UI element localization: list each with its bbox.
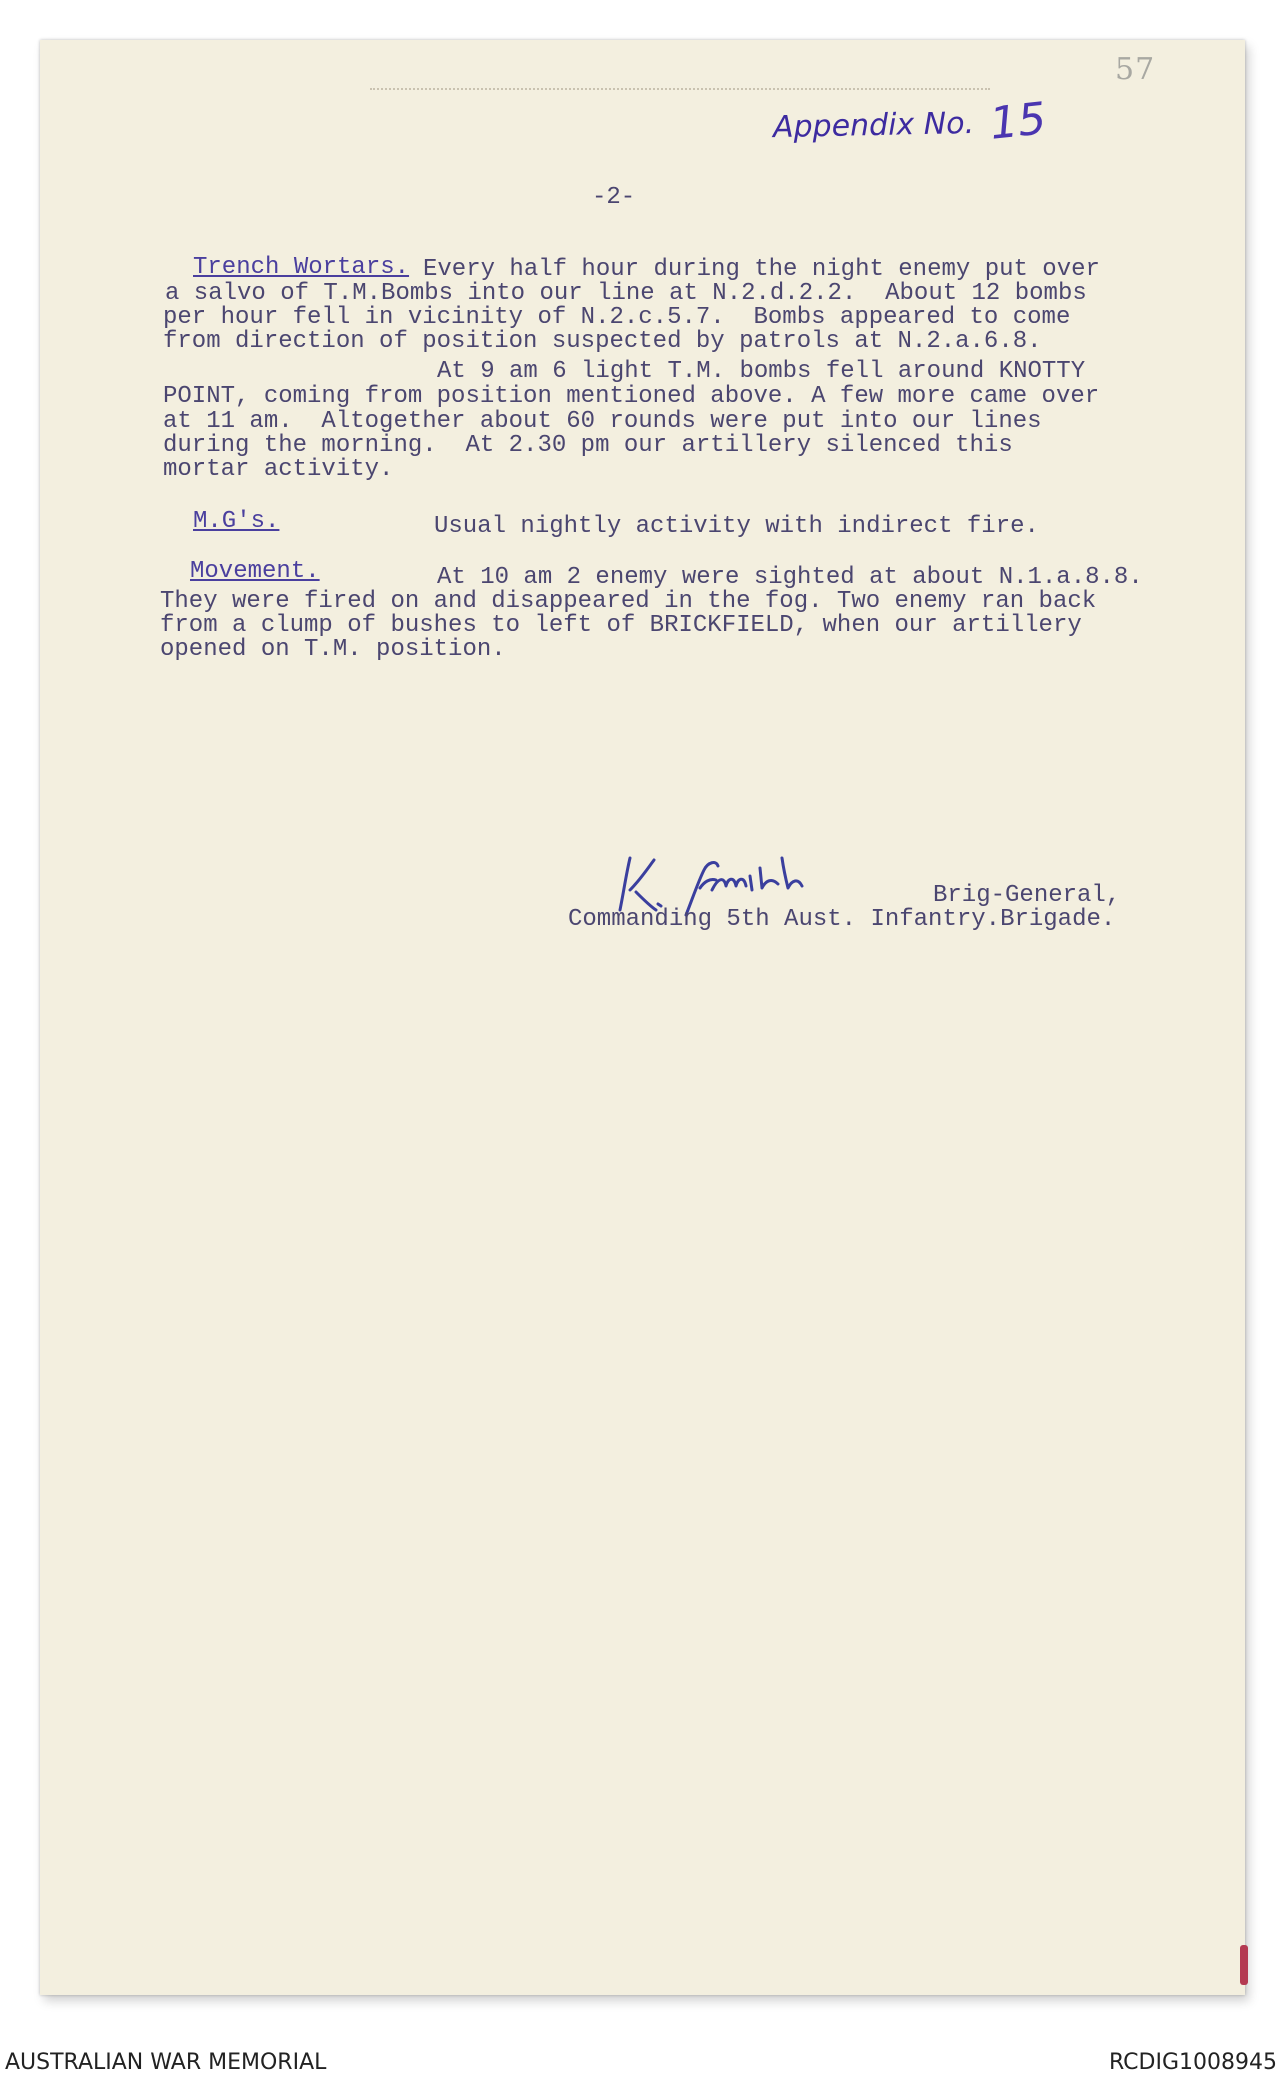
trench-mortars-line-5: At 9 am 6 light T.M. bombs fell around KNOTTY bbox=[437, 358, 1086, 385]
appendix-number: 15 bbox=[987, 93, 1049, 150]
footer-institution: AUSTRALIAN WAR MEMORIAL bbox=[5, 2050, 327, 2075]
folio-number: 57 bbox=[1115, 52, 1156, 87]
trench-mortars-line-9: mortar activity. bbox=[163, 456, 394, 483]
scan-marks bbox=[370, 88, 990, 92]
trench-mortars-heading: Trench Wortars. bbox=[193, 254, 410, 281]
signatory-rank: Brig-General, bbox=[933, 882, 1121, 909]
movement-heading: Movement. bbox=[190, 558, 320, 585]
movement-line-4: opened on T.M. position. bbox=[160, 636, 506, 663]
movement-line-3: from a clump of bushes to left of BRICKFIELD, when our artillery bbox=[160, 612, 1082, 639]
trench-mortars-line-3: per hour fell in vicinity of N.2.c.5.7. Bombs appeared to come bbox=[163, 304, 1071, 331]
trench-mortars-line-4: from direction of position suspected by patrols at N.2.a.6.8. bbox=[163, 328, 1042, 355]
movement-line-1: At 10 am 2 enemy were sighted at about N.1.a.8.8. bbox=[437, 564, 1143, 591]
appendix-label: Appendix No. bbox=[772, 105, 975, 146]
archive-footer bbox=[0, 2045, 1282, 2082]
movement-line-2: They were fired on and disappeared in the fog. Two enemy ran back bbox=[160, 588, 1097, 615]
trench-mortars-line-6: POINT, coming from position mentioned above. A few more came over bbox=[163, 383, 1100, 410]
page-edge-tab bbox=[1240, 1945, 1248, 1985]
trench-mortars-line-1: Every half hour during the night enemy put over bbox=[423, 256, 1100, 283]
mgs-text: Usual nightly activity with indirect fire. bbox=[434, 513, 1039, 540]
page-number: -2- bbox=[592, 184, 636, 211]
trench-mortars-line-7: at 11 am. Altogether about 60 rounds were put into our lines bbox=[163, 408, 1042, 435]
trench-mortars-line-8: during the morning. At 2.30 pm our artillery silenced this bbox=[163, 432, 1013, 459]
mgs-heading: M.G's. bbox=[193, 508, 280, 535]
footer-record-id: RCDIG1008945 bbox=[1108, 2050, 1277, 2075]
trench-mortars-line-2: a salvo of T.M.Bombs into our line at N.2.d.2.2. About 12 bombs bbox=[165, 280, 1087, 307]
signatory-command: Commanding 5th Aust. Infantry.Brigade. bbox=[568, 906, 1116, 933]
